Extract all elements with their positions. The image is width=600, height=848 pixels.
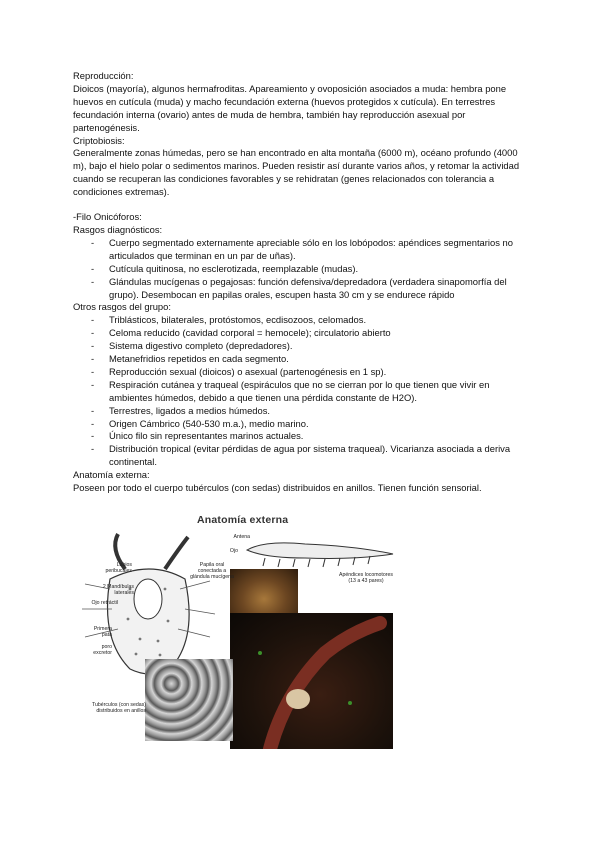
section-heading-reproduccion: Reproducción: (73, 70, 134, 81)
section-title-filo: -Filo Onicóforos: (73, 211, 142, 223)
label-tuberculos: Tubérculos (con sedas) distribuidos en anillos (91, 702, 146, 714)
list-item: - Sistema digestivo completo (depredadores). (73, 340, 533, 353)
paragraph-reproduccion: Dioicos (mayoría), algunos hermafroditas. Apareamiento y ovoposición asociados a muda: hembra pone huevos en cutícula (muda) y macho fecundación externa (huevos protegidos x cutícula). En terrestres fecundación interna (ovario) antes de muda de hembra, también hay reproducción asexual por partenogénesis. (73, 82, 507, 133)
label-ojo-retractil: Ojo retráctil (91, 600, 118, 606)
label-antena: Antena (233, 534, 250, 540)
list-item: - Cuerpo segmentado externamente apreciable sólo en los lobópodos: apéndices segmentarios no articulados que terminan en un par de uñas). (73, 237, 533, 263)
label-ojo: Ojo (229, 548, 238, 554)
list-item: - Origen Cámbrico (540-530 m.a.), medio marino. (73, 418, 533, 431)
list-item: - Reproducción sexual (dioicos) o asexual (partenogénesis en 1 sp). (73, 366, 533, 379)
worm-sketch (245, 534, 395, 574)
section-heading-criptobiosis: Criptobiosis: (73, 134, 125, 146)
paragraph-criptobiosis: Generalmente zonas húmedas, pero se han encontrado en alta montaña (6000 m), océano profundo (4000 m), bajo el hielo polar o sedimentos marinos. Pueden resistir así durante varios años, y retomar la actividad cuando se recuperan las condiciones favorables y se rehidratan (genes relacionados con tolerancia a condiciones extremas). (73, 147, 520, 198)
document-body (73, 70, 533, 495)
onychophoran-photo (230, 613, 393, 749)
onychophoran-photo-art (230, 613, 393, 749)
paragraph-anatomia: Poseen por todo el cuerpo tubérculos (con sedas) distribuidos en anillos. Tienen función sensorial. (73, 482, 482, 494)
anatomy-figure (70, 514, 395, 750)
list-item: - Distribución tropical (evitar pérdidas de agua por sistema traqueal). Vicarianza asociada a deriva continental. (73, 443, 533, 469)
list-item: - Único filo sin representantes marinos actuales. (73, 430, 533, 443)
tubercles-sem-photo (145, 659, 233, 741)
label-primera-pata: Primera pata (93, 626, 112, 638)
list-rasgos (73, 237, 533, 302)
subheading-rasgos: Rasgos diagnósticos: (73, 223, 163, 235)
list-item: - Celoma reducido (cavidad corporal = hemocele); circulatorio abierto (73, 327, 533, 340)
label-apendices: Apéndices locomotores (13 a 43 pares) (339, 572, 393, 584)
label-mandibulas: 2 Mandíbulas laterales (102, 584, 134, 596)
subheading-anatomia: Anatomía externa: (73, 469, 150, 481)
label-papila: Papila oral conectada a glándula mucígena (190, 562, 234, 580)
figure-title: Anatomía externa (197, 514, 289, 526)
list-otros (73, 314, 533, 469)
list-item: - Glándulas mucígenas o pegajosas: función defensiva/depredadora (verdadera sinapomorfía del grupo). Desembocan en papilas orales, escupen hasta 30 cm y se endurece rápido (73, 276, 533, 302)
list-item: - Respiración cutánea y traqueal (espiráculos que no se cierran por lo que tienen que vivir en ambientes húmedos, debido a que tienen una pérdida constante de H2O). (73, 379, 533, 405)
label-poro: poro excretor (93, 644, 112, 656)
label-labios: Labios peribucales (105, 562, 132, 574)
list-item: - Metanefridios repetidos en cada segmento. (73, 353, 533, 366)
list-item: - Triblásticos, bilaterales, protóstomos, ecdisozoos, celomados. (73, 314, 533, 327)
list-item: - Cutícula quitinosa, no esclerotizada, reemplazable (mudas). (73, 263, 533, 276)
subheading-otros: Otros rasgos del grupo: (73, 301, 171, 313)
list-item: - Terrestres, ligados a medios húmedos. (73, 405, 533, 418)
